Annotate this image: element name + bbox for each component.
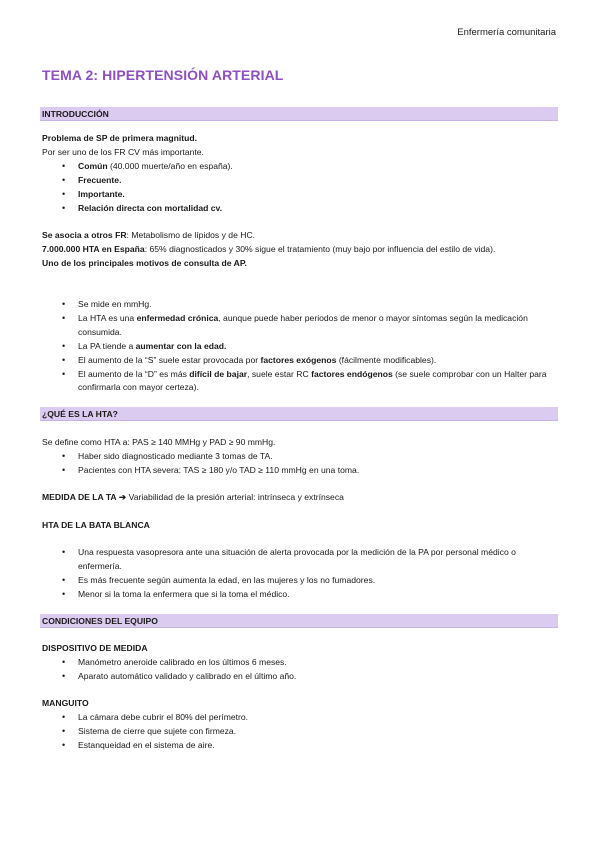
list-item: • Sistema de cierre que sujete con firmeza. — [42, 725, 554, 739]
intro-bullet-list — [42, 160, 554, 216]
arrow-icon: ➔ — [119, 492, 127, 502]
list-item: • Pacientes con HTA severa: TAS ≥ 180 y/o TAD ≥ 110 mmHg en una toma. — [42, 464, 554, 478]
dispositivo-bullet-list — [42, 656, 554, 684]
running-header: Enfermería comunitaria — [457, 27, 556, 38]
section-band-introduccion: INTRODUCCIÓN — [40, 107, 558, 121]
list-item: • Una respuesta vasopresora ante una situación de alerta provocada por la medición de la PA por personal médico o enfermería. — [42, 546, 554, 574]
medida-text: Variabilidad de la presión arterial: intrínseca y extrínseca — [126, 492, 344, 502]
intro-motive: Uno de los principales motivos de consulta de AP. — [42, 257, 247, 268]
manguito-block — [42, 697, 554, 753]
intro-reason: Por ser uno de los FR CV más importante. — [42, 146, 204, 157]
bata-title: HTA DE LA BATA BLANCA — [42, 520, 150, 530]
dispositivo-block — [42, 642, 554, 684]
list-item: • El aumento de la “S” suele estar provocada por factores exógenos (fácilmente modificables). — [42, 354, 554, 368]
section-band-equipo: CONDICIONES DEL EQUIPO — [40, 614, 558, 628]
intro-block-3 — [42, 298, 554, 395]
page-title: TEMA 2: HIPERTENSIÓN ARTERIAL — [42, 67, 284, 83]
list-item: • Frecuente. — [42, 174, 554, 188]
intro-block-1 — [42, 132, 554, 215]
list-item: • Menor si la toma la enfermera que si la toma el médico. — [42, 588, 554, 602]
list-item: • Relación directa con mortalidad cv. — [42, 202, 554, 216]
list-item: • La PA tiende a aumentar con la edad. — [42, 340, 554, 354]
intro-bullet-list-2 — [42, 298, 554, 395]
dispositivo-title: DISPOSITIVO DE MEDIDA — [42, 643, 148, 653]
list-item: • La cámara debe cubrir el 80% del perímetro. — [42, 711, 554, 725]
list-item: • Haber sido diagnosticado mediante 3 tomas de TA. — [42, 450, 554, 464]
intro-problem: Problema de SP de primera magnitud. — [42, 133, 198, 143]
que-es-block — [42, 436, 554, 478]
manguito-bullet-list — [42, 711, 554, 753]
list-item: • Se mide en mmHg. — [42, 298, 554, 312]
bata-block — [42, 546, 554, 602]
section-band-que-es: ¿QUÉ ES LA HTA? — [40, 407, 558, 421]
manguito-title: MANGUITO — [42, 698, 89, 708]
bata-bullet-list — [42, 546, 554, 602]
list-item: • Estanqueidad en el sistema de aire. — [42, 739, 554, 753]
list-item: • Manómetro aneroide calibrado en los últimos 6 meses. — [42, 656, 554, 670]
list-item: • Importante. — [42, 188, 554, 202]
intro-block-2 — [42, 229, 554, 271]
medida-line — [42, 491, 554, 505]
intro-stat: 7.000.000 HTA en España: 65% diagnosticados y 30% sigue el tratamiento (muy bajo por influencia del estilo de vida). — [42, 243, 496, 254]
hta-definition: Se define como HTA a: PAS ≥ 140 MMHg y PAD ≥ 90 mmHg. — [42, 437, 276, 447]
list-item: • La HTA es una enfermedad crónica, aunque puede haber periodos de menor o mayor síntomas según la medicación consumida. — [42, 312, 554, 340]
list-item: • El aumento de la “D” es más difícil de bajar, suele estar RC factores endógenos (se suele comprobar con un Halter para confirmarla con mayor certeza). — [42, 368, 554, 396]
bata-heading — [42, 519, 554, 533]
medida-label: MEDIDA DE LA TA — [42, 492, 117, 502]
list-item: • Aparato automático validado y calibrado en el último año. — [42, 670, 554, 684]
list-item: • Es más frecuente según aumenta la edad, en las mujeres y los no fumadores. — [42, 574, 554, 588]
que-es-bullet-list — [42, 450, 554, 478]
list-item: • Común (40.000 muerte/año en españa). — [42, 160, 554, 174]
intro-assoc: Se asocia a otros FR: Metabolismo de lípidos y de HC. — [42, 230, 256, 240]
